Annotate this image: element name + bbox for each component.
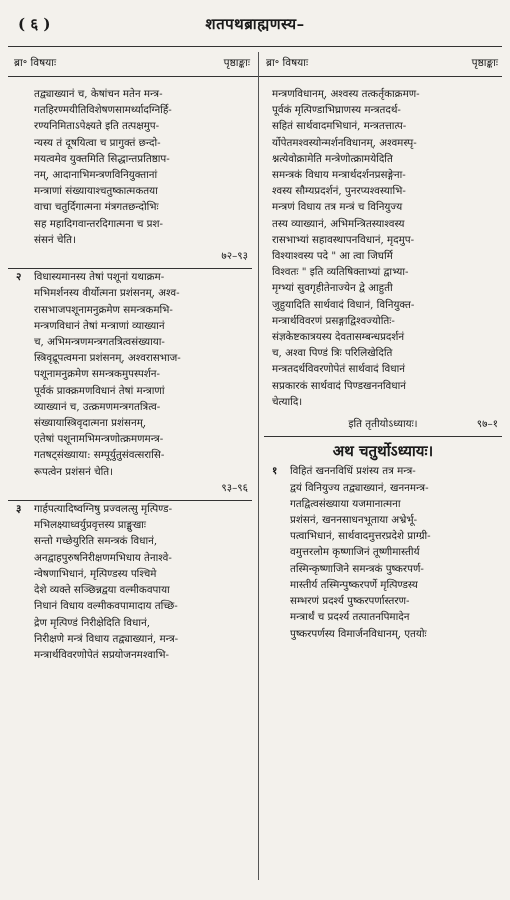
left-column	[8, 86, 252, 663]
column-header-left-page: पृष्ठाङ्काः	[223, 57, 250, 69]
text-line: जुहुयादिति सार्थवादं विधानं, विनियुक्त-	[272, 298, 415, 311]
text-line: संसनं चेति।	[34, 233, 76, 246]
text-line: पुष्करपर्णस्य विमार्जनविधानम्, एतयोः	[290, 627, 427, 640]
text-line: तद्व्याख्यानं च, केषांचन मतेन मन्त्र-	[34, 88, 163, 100]
text-line: संख्यायास्त्रिवृदात्मना प्रशंसनम्,	[34, 417, 147, 430]
text-line: मन्त्रार्थविवरणं प्रसङ्गाद्विश्वज्योतिः-	[272, 314, 395, 327]
text-line: निधानं विधाय वल्मीकवपामादाय तच्छि-	[34, 600, 178, 613]
text-line: मभिमर्शनस्य वीर्योत्मना प्रशंसनम्, अश्व-	[34, 287, 180, 300]
text-line: सप्रकारकं सार्थवादं पिण्डखननविधानं	[272, 379, 407, 392]
text-line: मन्त्राणां संख्यायाश्चतुष्कात्मकतया	[34, 185, 158, 198]
entry-number: २	[16, 271, 22, 284]
text-line: मभिलक्ष्याध्वर्युप्रवृत्तस्य प्राङ्मुखाः	[34, 519, 146, 532]
entry-1-continued	[8, 86, 252, 264]
chapter4-entry-1	[264, 463, 502, 641]
entry-3	[8, 501, 252, 663]
text-line: विहितं खननविधिं प्रशंस्य तत्र मन्त्र-	[290, 465, 416, 478]
entry-separator	[264, 436, 502, 437]
column-header-right-page: पृष्ठाङ्काः	[471, 57, 498, 69]
text-line: व्याख्यानं च, उत्क्रमणमन्त्रगतत्रित्व-	[34, 400, 161, 413]
right-column	[264, 86, 502, 642]
text-line: रूपत्वेन प्रशंसनं चेति।	[34, 465, 114, 478]
text-line: पत्वाभिधानं, सार्थवादमुत्तरप्रदेशे प्राग्ग्री-	[290, 530, 431, 543]
text-line: तस्य व्याख्यानं, अभिमन्त्रितस्याश्वस्य	[272, 217, 405, 230]
text-line: विश्वतः " इति व्यतिषिक्ताभ्यां द्वाभ्या-	[272, 266, 409, 279]
page-number: ( ६ )	[18, 15, 51, 33]
text-line: श्वस्य सौम्यप्रदर्शनं, पुनरप्यश्वस्याभि-	[272, 185, 406, 198]
text-line: समन्त्रकं विधाय मन्त्रार्थदर्शनप्रसङ्गेना-	[272, 169, 406, 182]
text-line: अनद्वाहपुरुषनिरीक्षणमभिधाय तेनाश्वे-	[34, 551, 172, 564]
text-line: मास्तीर्य तस्मिन्पुष्करपर्णे मृत्पिण्डस्य	[290, 578, 418, 591]
text-line: मयत्वमेव युक्तमिति सिद्धान्तप्रतिष्ठाप-	[34, 152, 170, 165]
end-of-chapter-line	[264, 416, 502, 432]
text-line: देशे व्यक्ते सञ्छिन्नद्वया वल्मीकवपाया	[34, 584, 170, 597]
page-header	[0, 14, 510, 36]
text-line: सन्तो गच्छेयुरिति समन्त्रकं विधानं,	[34, 535, 158, 548]
text-line: मन्त्रणं विधाय तत्र मन्त्रं च विनियुज्य	[272, 201, 403, 214]
end-of-chapter: इति तृतीयोऽध्यायः।	[348, 418, 418, 431]
text-line: रासभाभ्यां सहावस्थापनविधानं, मृदमुप-	[272, 233, 415, 246]
text-line: वमुत्तरलोम कृष्णाजिनं तूष्णीमास्तीर्य	[290, 546, 420, 559]
header-rule-bottom	[8, 76, 502, 77]
text-line: न्यस्य तं दूषयित्वा च प्रागुक्तं छन्दो-	[34, 136, 161, 149]
text-line: एतेषां पशूनामभिमन्त्रणोत्क्रमणमन्त्र-	[34, 433, 164, 446]
text-line: चेत्यादि।	[272, 395, 303, 408]
text-line: सह महादिगवान्तरदिगात्मना च प्रश-	[34, 217, 164, 230]
page-range: ७२–९३	[221, 250, 248, 263]
text-line: श्नत्येवोक्रामेति मन्त्रेणोत्क्रामयेदिति	[272, 152, 393, 165]
text-line: सहितं सार्थवादमभिधानं, मन्त्रतत्तात्प-	[272, 120, 407, 133]
text-line: द्वयं विनियुज्य तद्व्याख्यानं, खननमन्त्र-	[290, 481, 429, 494]
entry-2	[8, 269, 252, 496]
text-line: द्रेण मृत्पिण्डं निरीक्षेदिति विधानं,	[34, 616, 150, 629]
text-line: रण्यनिमिताऽपेक्ष्यते इति तत्पक्षमुप-	[34, 120, 160, 133]
text-line: गतषट्संख्याया: सम्पूर्युतुसंवत्सरासि-	[34, 449, 165, 462]
text-line: नम्, आदानाभिमन्त्रणविनियुक्तानां	[34, 169, 158, 182]
entry-number: १	[272, 465, 278, 478]
text-line: मन्त्रणविधानं तेषां मन्त्राणां व्याख्यानं	[34, 319, 165, 332]
text-line: विश्याश्वस्य पदे " आ त्वा जिघर्मि	[272, 250, 393, 263]
column-divider	[258, 52, 259, 880]
entry-number: ३	[16, 503, 22, 516]
text-line: प्रशंसनं, खननसाधनभूताया अभ्रेर्भू-	[290, 514, 418, 527]
text-line: संज्ञकेष्टकात्रयस्य देवतासम्बन्धप्रदर्शनं	[272, 331, 405, 344]
text-line: न्वेषणाभिधानं, मृत्पिण्डस्य पश्चिमे	[34, 567, 157, 580]
text-line: पशूनामनुक्रमेण समन्त्रकमुपस्पर्शन-	[34, 368, 160, 381]
text-line: विधास्यमानस्य तेषां पशूनां यथाक्रम-	[34, 271, 165, 284]
chapter-heading: अथ चतुर्थोऽध्यायः।	[332, 442, 434, 461]
text-line: पूर्वकं प्राक्क्रमणविधानं तेषां मन्त्राणां	[34, 384, 165, 397]
text-line: मन्त्रार्थविवरणोपेतं सप्रयोजनमश्वाभि-	[34, 648, 169, 661]
entry-3-continued	[264, 86, 502, 410]
text-line: तस्मिन्कृष्णाजिने समन्त्रकं पुष्करपर्ण-	[290, 562, 424, 575]
header-rule-top	[8, 46, 502, 47]
text-line: रासभाजपशूनामनुक्रमेण समन्त्रकमभि-	[34, 303, 173, 316]
text-line: गतद्वित्वसंख्याया यजमानात्मना	[290, 497, 401, 510]
text-line: निरीक्षणे मन्त्रं विधाय तद्व्याख्यानं, मन्त्र-	[34, 632, 179, 645]
text-line: गार्हपत्यादिष्वग्निषु प्रज्वलत्सु मृत्पिण्ड-	[34, 503, 173, 516]
text-line: पूर्वकं मृत्पिण्डाभिघ्राणस्य मन्त्रतदर्थ-	[272, 104, 401, 117]
text-line: मन्त्रतदर्थविवरणोपेतं सार्थवादं विधानं	[272, 363, 405, 376]
text-line: मन्त्रणविधानम्, अश्वस्य तत्कर्तृकाक्रमण-	[272, 88, 420, 100]
page-range: ९३–९६	[221, 481, 248, 494]
text-line: गतहिरण्मयीतिविशेषणसामर्थ्यादग्निर्हि-	[34, 104, 172, 117]
column-header-left-num: ब्रा॰ विषयाः	[14, 57, 57, 69]
text-line: वाचा चतुर्दिगात्मना मंत्रगतछन्दोभिः	[34, 201, 159, 214]
text-line: मृग्भ्यां सुवगृहीतेनाज्येन द्वे आहुती	[272, 282, 393, 295]
column-header-right	[266, 56, 498, 74]
running-title: शतपथब्राह्मणस्य–	[205, 15, 305, 33]
column-header-left	[14, 56, 250, 74]
text-line: च, अभिमन्त्रणमन्त्रगतत्रित्वसंख्याया-	[34, 336, 165, 349]
text-line: मन्त्रार्थं च प्रदर्श्य तत्पातनपिमादेन	[290, 611, 410, 624]
text-line: र्योपेतमश्वस्योन्मर्शनविधानम्, अश्वमस्पृ-	[272, 136, 417, 149]
text-line: च, अश्वा पिण्डं त्रिः परिलिखेदिति	[272, 347, 393, 360]
page-range: ९७–१	[476, 418, 498, 431]
text-line: स्त्रिवृद्रूपत्वमना प्रशंसनम्, अश्वरासभाज-	[34, 352, 181, 365]
text-line: सम्भरणं प्रदर्श्य पुष्करपर्णास्तरण-	[290, 595, 410, 608]
column-header-right-num: ब्रा॰ विषयाः	[266, 57, 309, 69]
